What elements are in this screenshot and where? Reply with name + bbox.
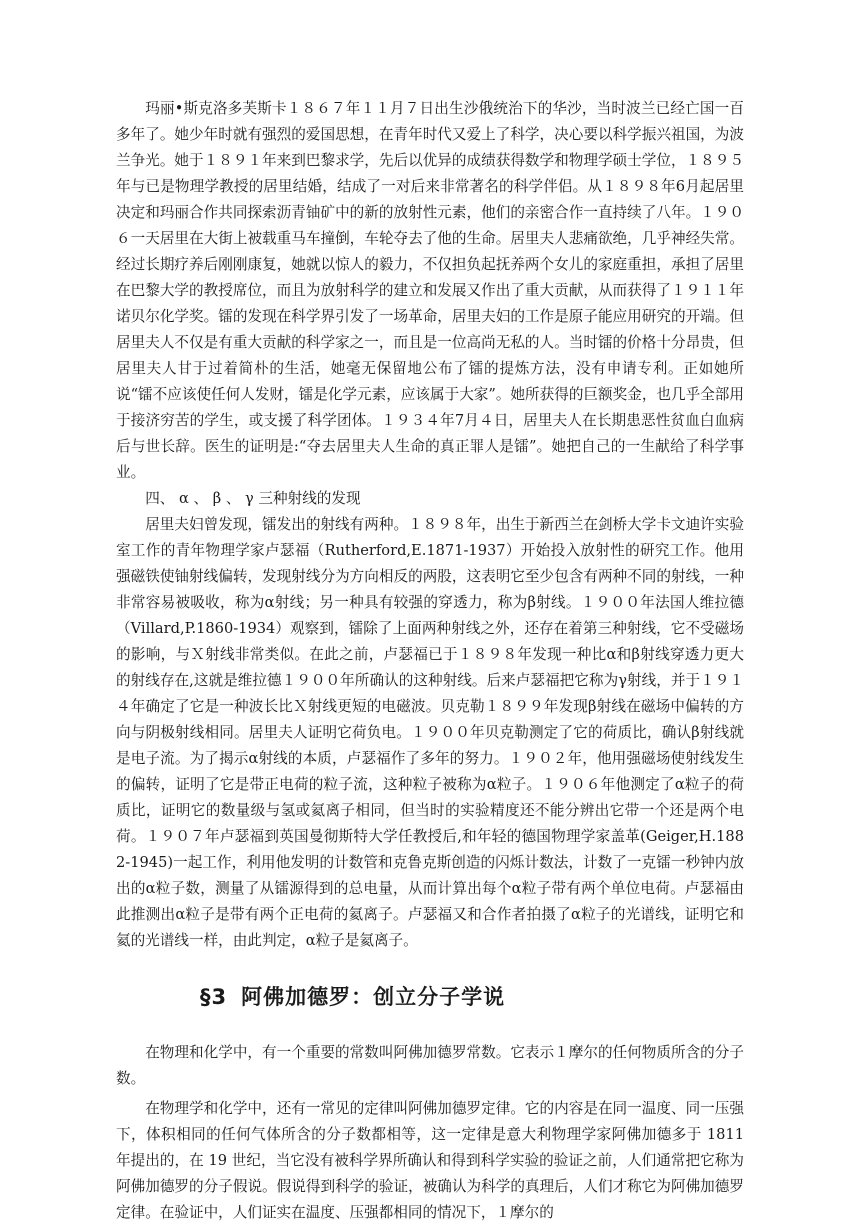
paragraph-rays-discovery: 居里夫妇曾发现，镭发出的射线有两种。１８９８年，出生于新西兰在剑桥大学卡文迪许实验室工作的青年物理学家卢瑟福（Rutherford,E.1871-1937）开始投入放射性的研究工作。他用强磁铁使铀射线偏转，发现射线分为方向相反的两股，这表明它至少包含有两种不同的射线，一种非常容易被吸收，称为α射线；另一种具有较强的穿透力，称为β射线。１９００年法国人维拉德（Villard,P.1860-1934）观察到，镭除了上面两种射线之外，还存在着第三种射线，它不受磁场的影响，与Ｘ射线非常类似。在此之前，卢瑟福已于１８９８年发现一种比α和β射线穿透力更大的射线存在,这就是维拉德１９００年所确认的这种射线。后来卢瑟福把它称为γ射线，并于１９１４年确定了它是一种波长比Ｘ射线更短的电磁波。贝克勒１８９９年发现β射线在磁场中偏转的方向与阴极射线相同。居里夫人证明它荷负电。１９００年贝克勒测定了它的荷质比，确认β射线就是电子流。为了揭示α射线的本质，卢瑟福作了多年的努力。１９０２年，他用强磁场使射线发生的偏转，证明了它是带正电荷的粒子流，这种粒子被称为α粒子。１９０６年他测定了α粒子的荷质比，证明它的数量级与氢或氦离子相同，但当时的实验精度还不能分辨出它带一个还是两个电荷。１９０７年卢瑟福到英国曼彻斯特大学任教授后,和年轻的德国物理学家盖革(Geiger,H.1882-1945)一起工作，利用他发明的计数管和克鲁克斯创造的闪烁计数法，计数了一克镭一秒钟内放出的α粒子数，测量了从镭源得到的总电量，从而计算出每个α粒子带有两个单位电荷。卢瑟福由此推测出α粒子是带有两个正电荷的氦离子。卢瑟福又和合作者拍摄了α粒子的光谱线，证明它和氦的光谱线一样，由此判定，α粒子是氦离子。 [116,516,744,949]
paragraph-avogadro-constant: 在物理和化学中，有一个重要的常数叫阿佛加德罗常数。它表示１摩尔的任何物质所含的分子数。 [116,1044,744,1087]
section-title [116,980,744,1014]
paragraph-curie-biography: 玛丽•斯克洛多芙斯卡１８６７年１１月７日出生沙俄统治下的华沙，当时波兰已经亡国一百多年了。她少年时就有强烈的爱国思想，在青年时代又爱上了科学，决心要以科学振兴祖国，为波兰争光。她于１８９１年来到巴黎求学，先后以优异的成绩获得数学和物理学硕士学位，１８９５年与已是物理学教授的居里结婚，结成了一对后来非常著名的科学伴侣。从１８９８年6月起居里决定和玛丽合作共同探索沥青铀矿中的新的放射性元素，他们的亲密合作一直持续了八年。１９０６一天居里在大街上被载重马车撞倒，车轮夺去了他的生命。居里夫人悲痛欲绝，几乎神经失常。经过长期疗养后刚刚康复，她就以惊人的毅力，不仅担负起抚养两个女儿的家庭重担，承担了居里在巴黎大学的教授席位，而且为放射科学的建立和发展又作出了重大贡献，从而获得了１９１１年诺贝尔化学奖。镭的发现在科学界引发了一场革命，居里夫妇的工作是原子能应用研究的开端。但居里夫人不仅是有重大贡献的科学家之一，而且是一位高尚无私的人。当时镭的价格十分昂贵，但居里夫人甘于过着简朴的生活，她毫无保留地公布了镭的提炼方法，没有申请专利。正如她所说“镭不应该使任何人发财，镭是化学元素，应该属于大家”。她所获得的巨额奖金，也几乎全部用于接济穷苦的学生，或支援了科学团体。１９３４年7月４日，居里夫人在长期患恶性贫血白血病后与世长辞。医生的证明是:“夺去居里夫人生命的真正罪人是镭”。她把自己的一生献给了科学事业。 [116,100,744,481]
section-number: §3 [200,985,228,1009]
subheading-three-rays: 四、 α 、 β 、 γ 三种射线的发现 [145,490,361,507]
paragraph-avogadro-law: 在物理学和化学中，还有一常见的定律叫阿佛加德罗定律。它的内容是在同一温度、同一压强下，体积相同的任何气体所含的分子数都相等，这一定律是意大利物理学家阿佛加德多于 1811 年提出的，在 19 世纪，当它没有被科学界所确认和得到科学实验的验证之前，人们通常把它称为阿佛加德罗的分子假说。假说得到科学的验证，被确认为科学的真理后，人们才称它为阿佛加德罗定律。在验证中，人们证实在温度、压强都相同的情况下，１摩尔的 [116,1100,744,1221]
section-title-text: 阿佛加德罗：创立分子学说 [241,985,506,1009]
